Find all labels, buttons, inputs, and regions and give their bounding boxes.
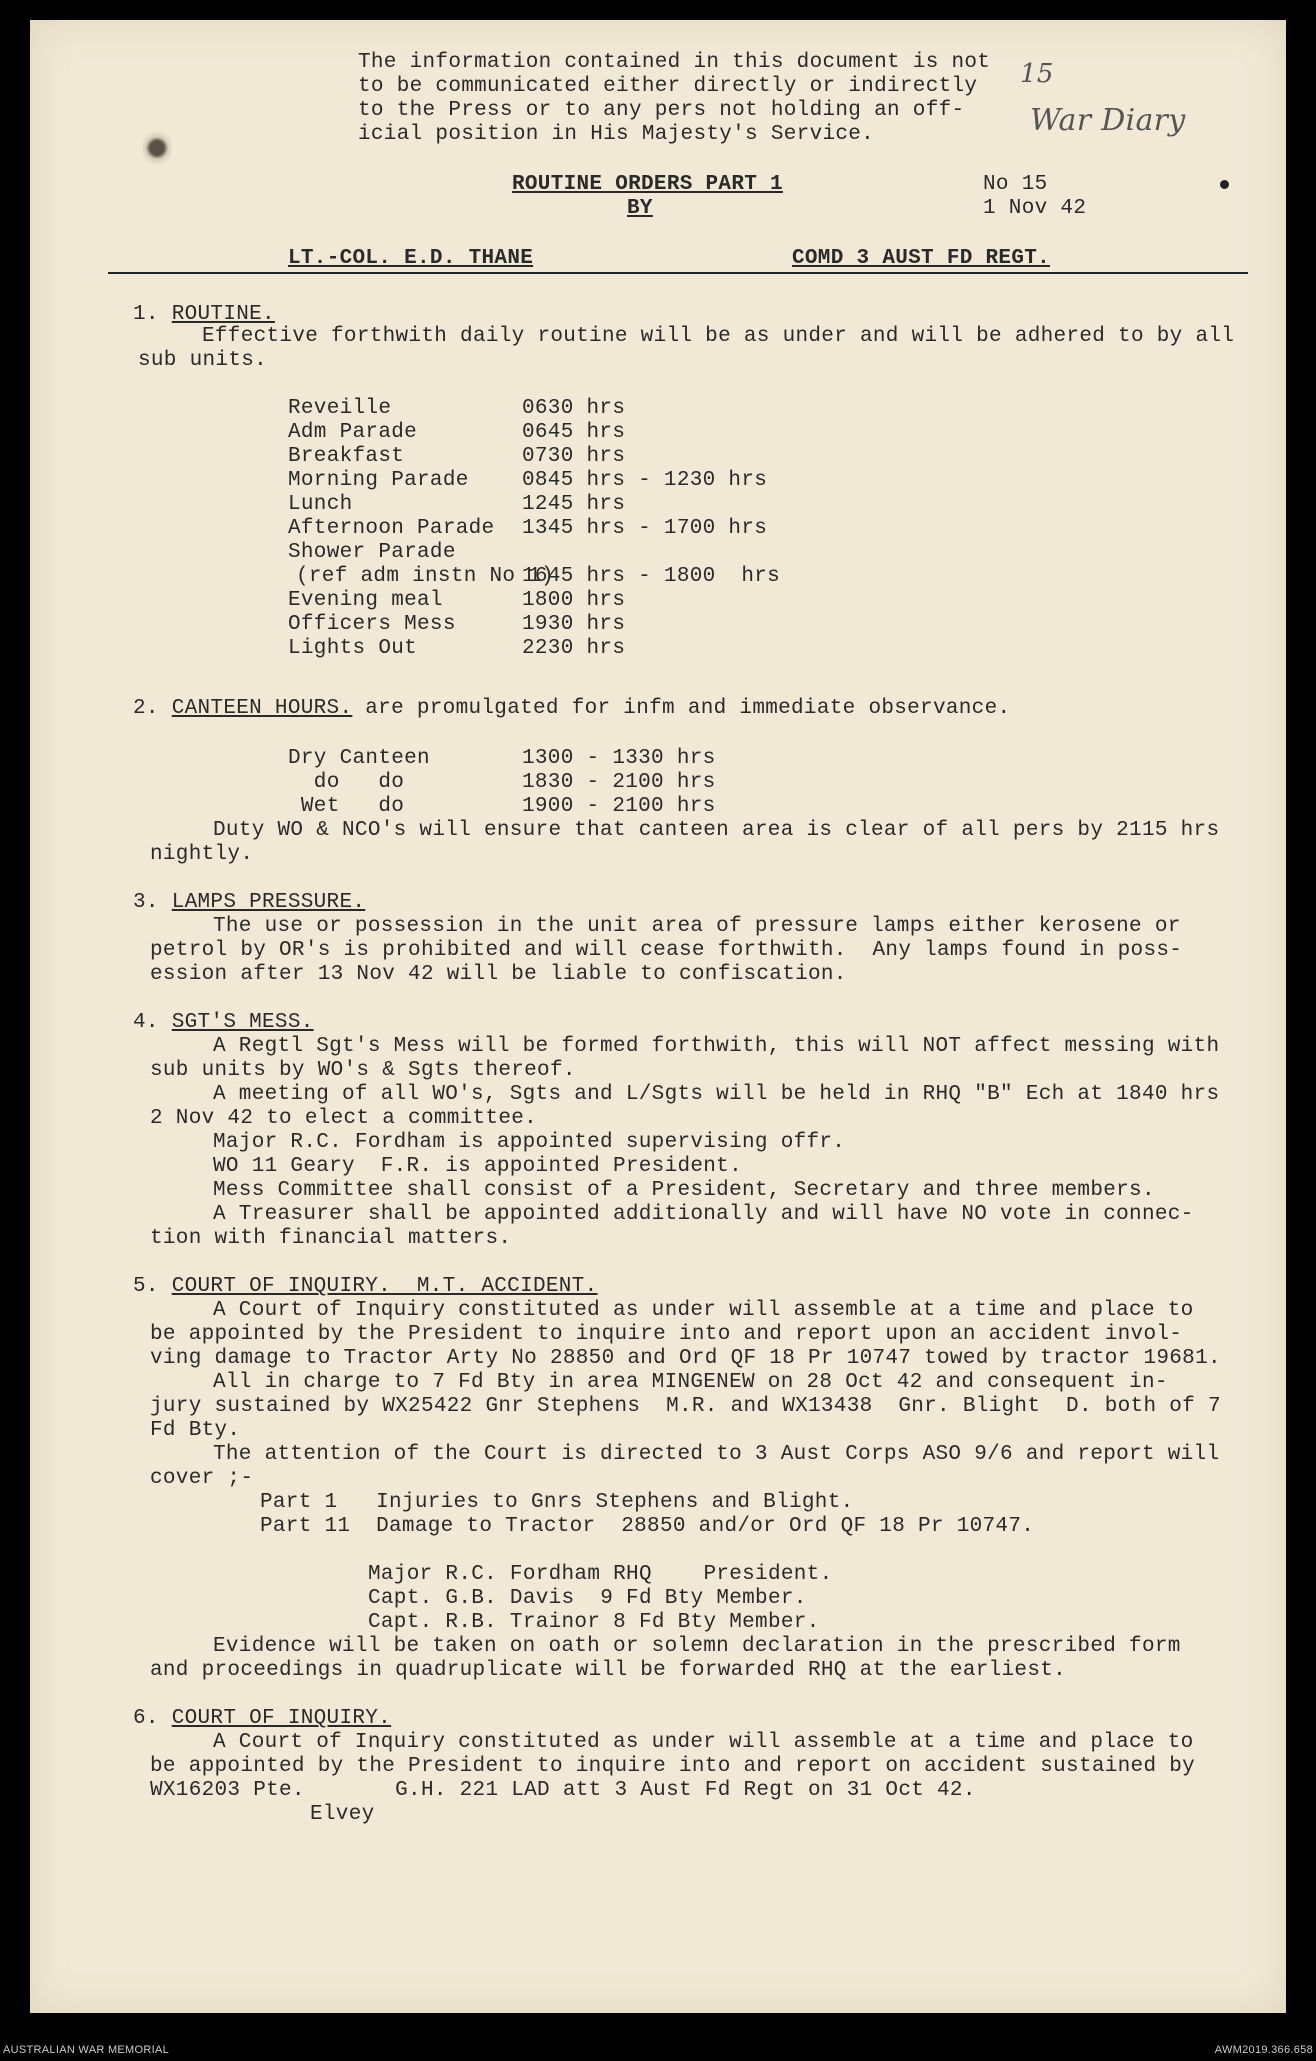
schedule-time: 0730 hrs xyxy=(522,445,626,468)
section-2-text-2: nightly. xyxy=(150,843,254,866)
section-5-text-5: jury sustained by WX25422 Gnr Stephens M.R. and WX13438 Gnr. Blight D. both of 7 xyxy=(150,1395,1221,1418)
section-5-text-10: and proceedings in quadruplicate will be forwarded RHQ at the earliest. xyxy=(150,1659,1067,1682)
schedule-time: 1645 hrs - 1800 hrs xyxy=(522,565,781,588)
schedule-item: Lunch xyxy=(288,493,353,516)
section-5-text-8: cover ;- xyxy=(150,1467,254,1490)
schedule-time: 1345 hrs - 1700 hrs xyxy=(522,517,768,540)
schedule-time: 1930 hrs xyxy=(522,613,626,636)
section-4-text-9: tion with financial matters. xyxy=(150,1227,512,1250)
section-3-text-2: petrol by OR's is prohibited and will cease forthwith. Any lamps found in poss- xyxy=(150,939,1183,962)
canteen-item: Dry Canteen xyxy=(288,747,430,770)
section-2-heading: 2. CANTEEN HOURS. are promulgated for infm and immediate observance. xyxy=(133,697,1011,720)
section-1-text-1: Effective forthwith daily routine will be as under and will be adhered to by all xyxy=(202,325,1235,348)
section-4-text-6: WO 11 Geary F.R. is appointed President. xyxy=(213,1155,742,1178)
commander-name: LT.-COL. E.D. THANE xyxy=(288,247,534,270)
section-5-part-1: Part 1 Injuries to Gnrs Stephens and Blight. xyxy=(260,1491,854,1514)
court-member: Capt. G.B. Davis 9 Fd Bty Member. xyxy=(368,1587,807,1610)
ink-dot xyxy=(1220,180,1229,189)
schedule-item: Shower Parade xyxy=(288,541,456,564)
section-1-text-2: sub units. xyxy=(138,349,268,372)
schedule-item: Lights Out xyxy=(288,637,418,660)
document-title-by: BY xyxy=(627,197,653,220)
schedule-item: Evening meal xyxy=(288,589,443,612)
schedule-item: Morning Parade xyxy=(288,469,469,492)
court-member: Major R.C. Fordham RHQ President. xyxy=(368,1563,833,1586)
handwritten-war-diary: War Diary xyxy=(1030,103,1186,138)
section-6-text-2: be appointed by the President to inquire into and report on accident sustained by xyxy=(150,1755,1196,1778)
command-title: COMD 3 AUST FD REGT. xyxy=(792,247,1051,270)
section-2-text-1: Duty WO & NCO's will ensure that canteen area is clear of all pers by 2115 hrs xyxy=(213,819,1220,842)
section-4-text-1: A Regtl Sgt's Mess will be formed forthwith, this will NOT affect messing with xyxy=(213,1035,1220,1058)
schedule-time: 0630 hrs xyxy=(522,397,626,420)
section-5-text-6: Fd Bty. xyxy=(150,1419,241,1442)
section-5-heading: 5. COURT OF INQUIRY. M.T. ACCIDENT. xyxy=(133,1275,598,1298)
schedule-item: Officers Mess xyxy=(288,613,456,636)
order-number: No 15 xyxy=(983,173,1048,196)
archive-credit: AUSTRALIAN WAR MEMORIAL xyxy=(3,2044,170,2056)
security-notice-line-4: icial position in His Majesty's Service. xyxy=(358,123,875,146)
security-notice-line-3: to the Press or to any pers not holding an off- xyxy=(358,99,965,122)
header-divider xyxy=(108,272,1248,274)
section-4-text-7: Mess Committee shall consist of a President, Secretary and three members. xyxy=(213,1179,1155,1202)
section-4-text-5: Major R.C. Fordham is appointed supervising offr. xyxy=(213,1131,846,1154)
schedule-item: Reveille xyxy=(288,397,392,420)
section-5-text-3: ving damage to Tractor Arty No 28850 and Ord QF 18 Pr 10747 towed by tractor 19681. xyxy=(150,1347,1221,1370)
order-date: 1 Nov 42 xyxy=(983,197,1087,220)
section-6-text-4: Elvey xyxy=(310,1803,375,1826)
court-member: Capt. R.B. Trainor 8 Fd Bty Member. xyxy=(368,1611,820,1634)
section-5-text-4: All in charge to 7 Fd Bty in area MINGENEW on 28 Oct 42 and consequent in- xyxy=(213,1371,1168,1394)
schedule-time: 1800 hrs xyxy=(522,589,626,612)
section-5-text-1: A Court of Inquiry constituted as under will assemble at a time and place to xyxy=(213,1299,1194,1322)
canteen-item: Wet do xyxy=(288,795,405,818)
canteen-time: 1300 - 1330 hrs xyxy=(522,747,716,770)
canteen-time: 1830 - 2100 hrs xyxy=(522,771,716,794)
section-3-text-3: ession after 13 Nov 42 will be liable to confiscation. xyxy=(150,963,847,986)
schedule-item: (ref adm instn No 1) xyxy=(296,565,555,588)
document-page xyxy=(30,20,1286,2013)
section-3-heading: 3. LAMPS PRESSURE. xyxy=(133,891,366,914)
schedule-item: Adm Parade xyxy=(288,421,418,444)
section-6-text-3: WX16203 Pte. G.H. 221 LAD att 3 Aust Fd Regt on 31 Oct 42. xyxy=(150,1779,976,1802)
section-3-text-1: The use or possession in the unit area of pressure lamps either kerosene or xyxy=(213,915,1181,938)
section-5-text-9: Evidence will be taken on oath or solemn declaration in the prescribed form xyxy=(213,1635,1181,1658)
schedule-time: 0845 hrs - 1230 hrs xyxy=(522,469,768,492)
canteen-time: 1900 - 2100 hrs xyxy=(522,795,716,818)
section-5-text-2: be appointed by the President to inquire into and report upon an accident invol- xyxy=(150,1323,1183,1346)
canteen-item: do do xyxy=(288,771,405,794)
schedule-item: Breakfast xyxy=(288,445,405,468)
security-notice-line-1: The information contained in this document is not xyxy=(358,51,991,74)
schedule-item: Afternoon Parade xyxy=(288,517,495,540)
archive-reference: AWM2019.366.658 xyxy=(1214,2044,1313,2056)
security-notice-line-2: to be communicated either directly or indirectly xyxy=(358,75,978,98)
section-6-text-1: A Court of Inquiry constituted as under will assemble at a time and place to xyxy=(213,1731,1194,1754)
section-5-text-7: The attention of the Court is directed to 3 Aust Corps ASO 9/6 and report will xyxy=(213,1443,1220,1466)
section-1-heading: 1. ROUTINE. xyxy=(133,303,275,326)
schedule-time: 1245 hrs xyxy=(522,493,626,516)
document-title: ROUTINE ORDERS PART 1 xyxy=(512,173,783,196)
paper-blemish xyxy=(142,128,172,168)
section-4-text-3: A meeting of all WO's, Sgts and L/Sgts will be held in RHQ "B" Ech at 1840 hrs xyxy=(213,1083,1220,1106)
section-5-part-2: Part 11 Damage to Tractor 28850 and/or Ord QF 18 Pr 10747. xyxy=(260,1515,1035,1538)
section-4-heading: 4. SGT'S MESS. xyxy=(133,1011,314,1034)
handwritten-page-number: 15 xyxy=(1020,59,1054,89)
section-6-heading: 6. COURT OF INQUIRY. xyxy=(133,1707,392,1730)
schedule-time: 2230 hrs xyxy=(522,637,626,660)
schedule-time: 0645 hrs xyxy=(522,421,626,444)
section-4-text-8: A Treasurer shall be appointed additionally and will have NO vote in connec- xyxy=(213,1203,1194,1226)
section-4-text-4: 2 Nov 42 to elect a committee. xyxy=(150,1107,538,1130)
section-4-text-2: sub units by WO's & Sgts thereof. xyxy=(150,1059,576,1082)
